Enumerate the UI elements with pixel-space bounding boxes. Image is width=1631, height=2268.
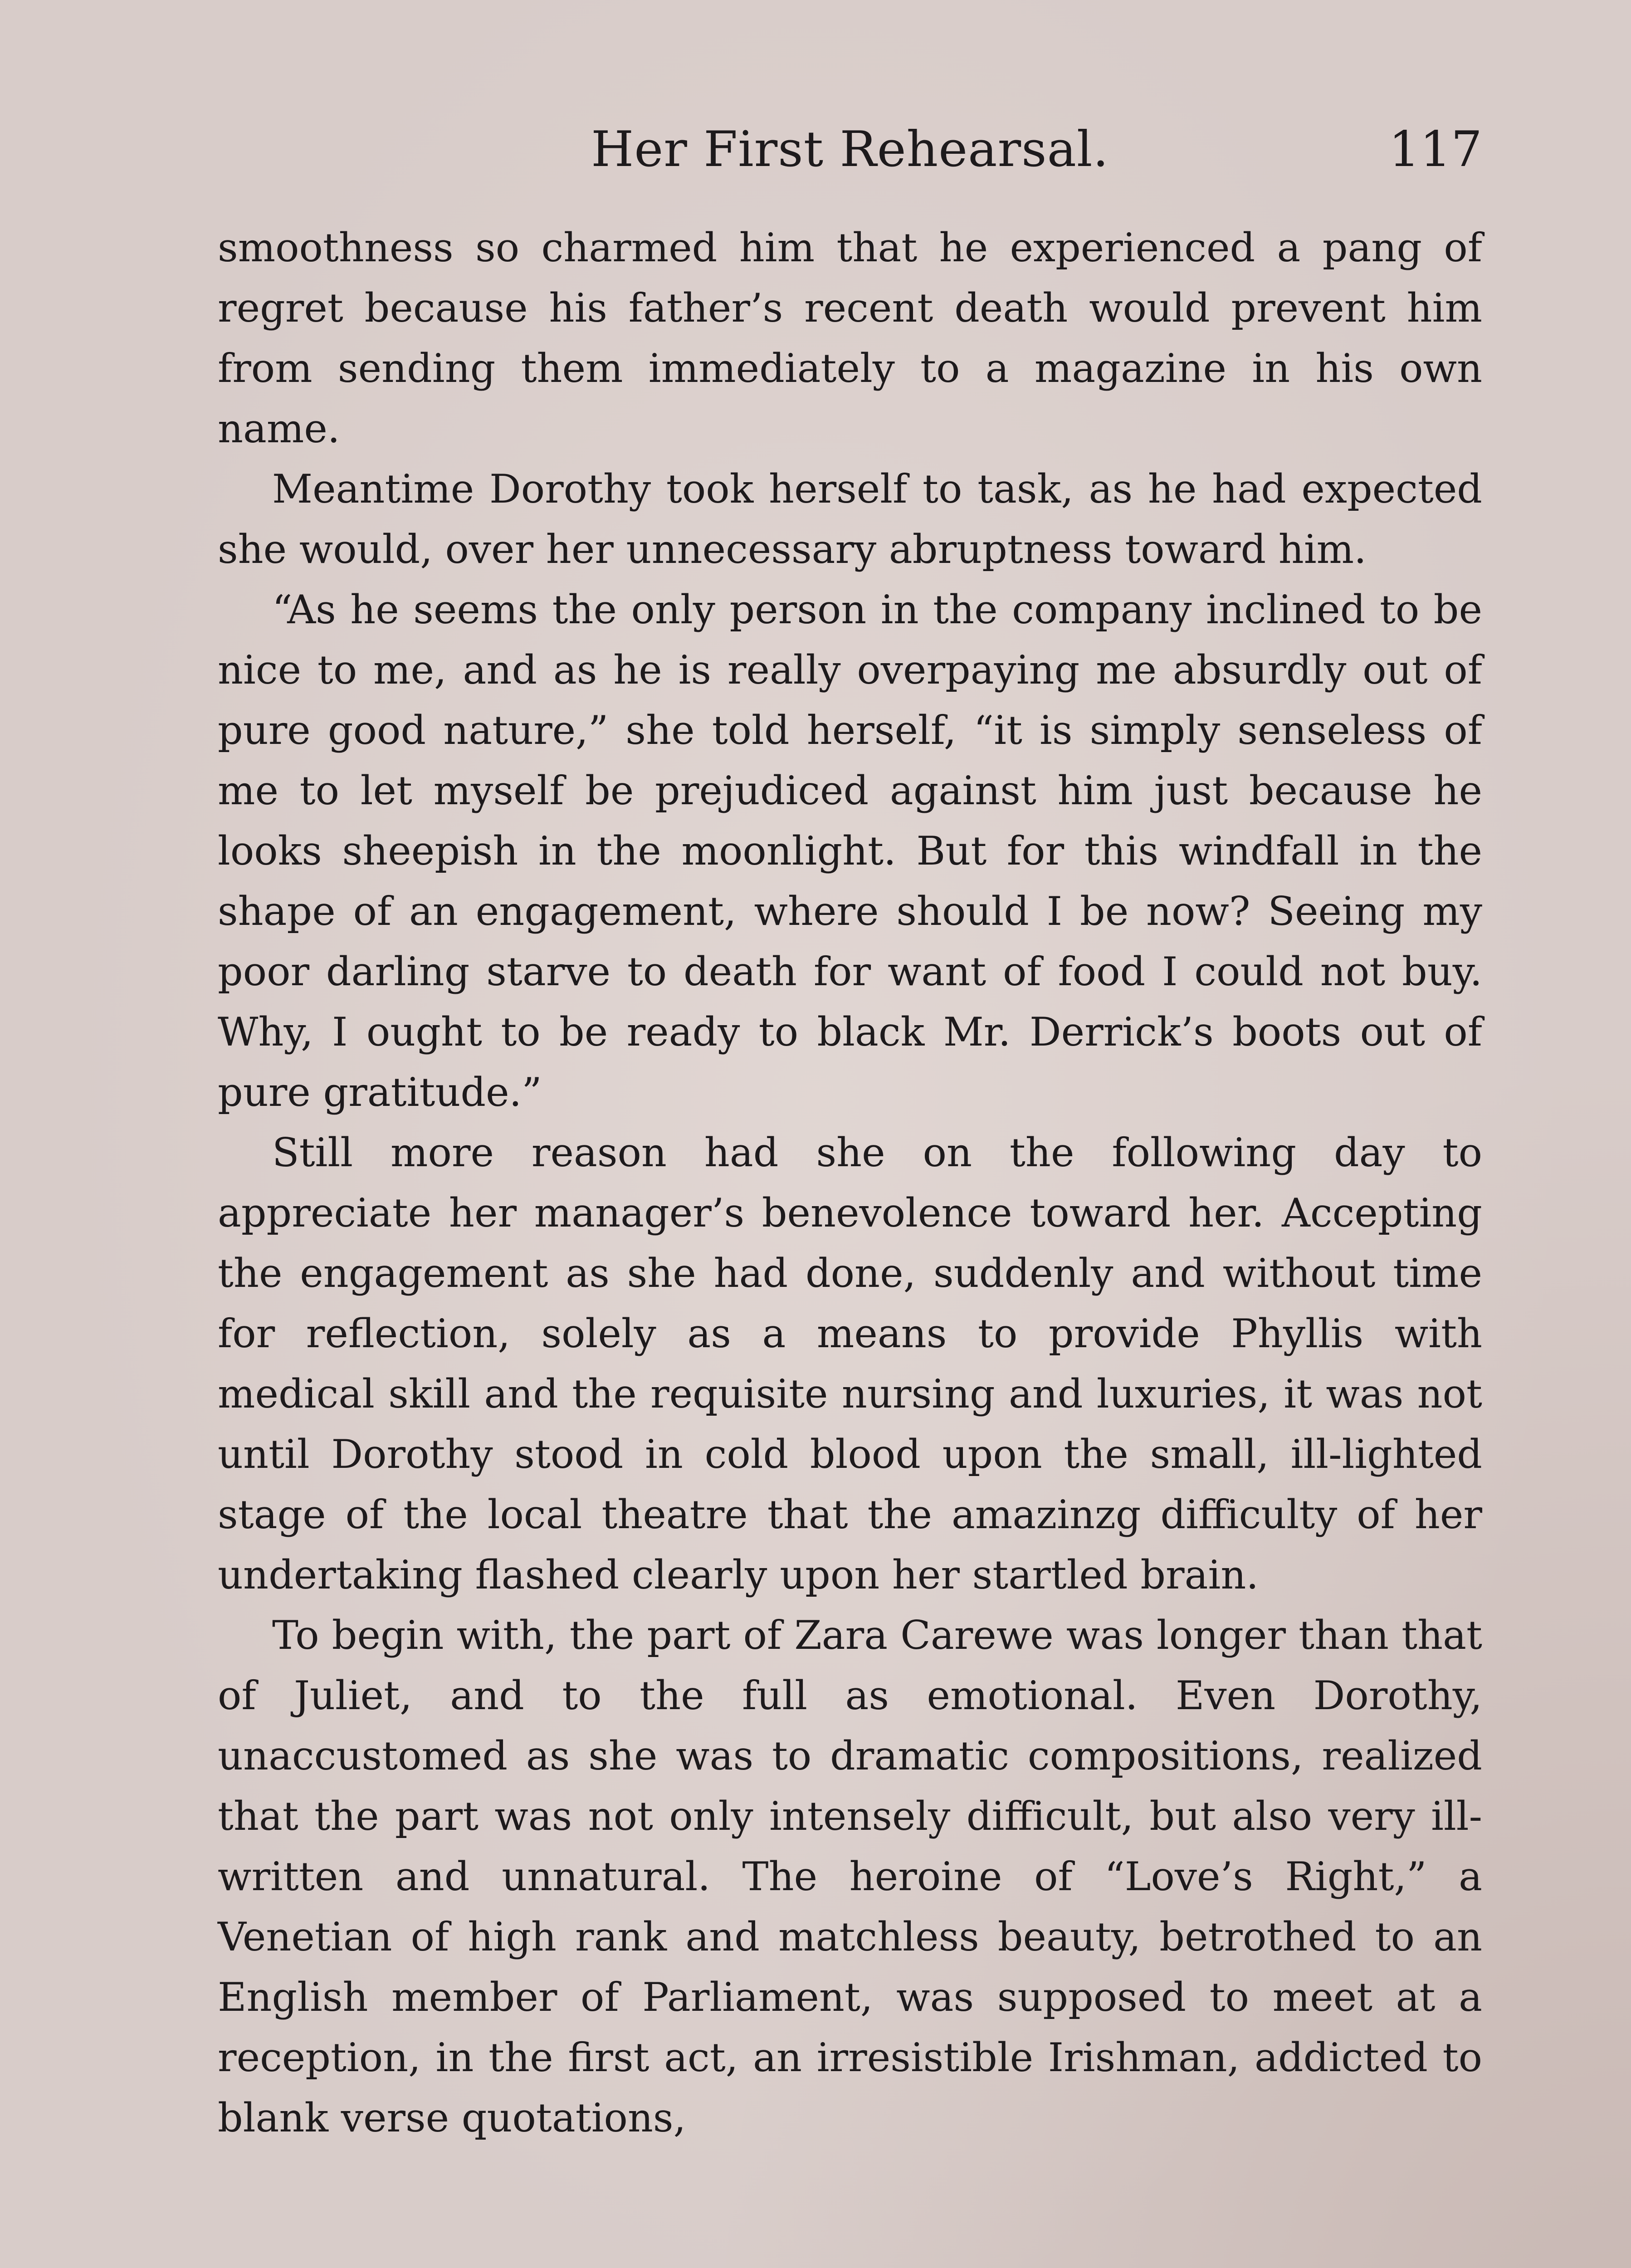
- paragraph: To begin with, the part of Zara Carewe was longer than that of Juliet, and to the full as emotional. Even Dorothy, unaccustomed as she was to dramatic compositions, realized that the part was not only intensely difficult, but also very ill-written and unnatural. The heroine of “Love’s Right,” a Venetian of high rank and matchless beauty, betrothed to an English member of Parliament, was supposed to meet at a reception, in the first act, an irresistible Irishman, addicted to blank verse quotations,: [218, 1612, 1482, 2141]
- running-title: Her First Rehearsal.: [591, 121, 1109, 178]
- page-number: 117: [1388, 121, 1482, 178]
- paragraph: Meantime Dorothy took herself to task, as he had expected she would, over her unnecessary abruptness toward him.: [218, 466, 1482, 572]
- paragraph: “As he seems the only person in the company inclined to be nice to me, and as he is really overpaying me absurdly out of pure good nature,” she told herself, “it is simply senseless of me to let myself be prejudiced against him just because he looks sheepish in the moonlight. But for this windfall in the shape of an engagement, where should I be now? Seeing my poor darling starve to death for want of food I could not buy. Why, I ought to be ready to black Mr. Derrick’s boots out of pure gratitude.”: [218, 587, 1482, 1115]
- running-head: [218, 113, 1482, 186]
- paragraph: Still more reason had she on the following day to appreciate her manager’s benevolence toward her. Accepting the engagement as she had done, suddenly and without time for reflection, solely as a means to provide Phyllis with medical skill and the requisite nursing and luxuries, it was not until Dorothy stood in cold blood upon the small, ill-lighted stage of the local theatre that the amazinzg difficulty of her undertaking flashed clearly upon her startled brain.: [218, 1129, 1482, 1598]
- body-text: [218, 218, 1482, 2148]
- paragraph-continuation: smoothness so charmed him that he experienced a pang of regret because his father’s recent death would prevent him from sending them immediately to a magazine in his own name.: [218, 225, 1482, 452]
